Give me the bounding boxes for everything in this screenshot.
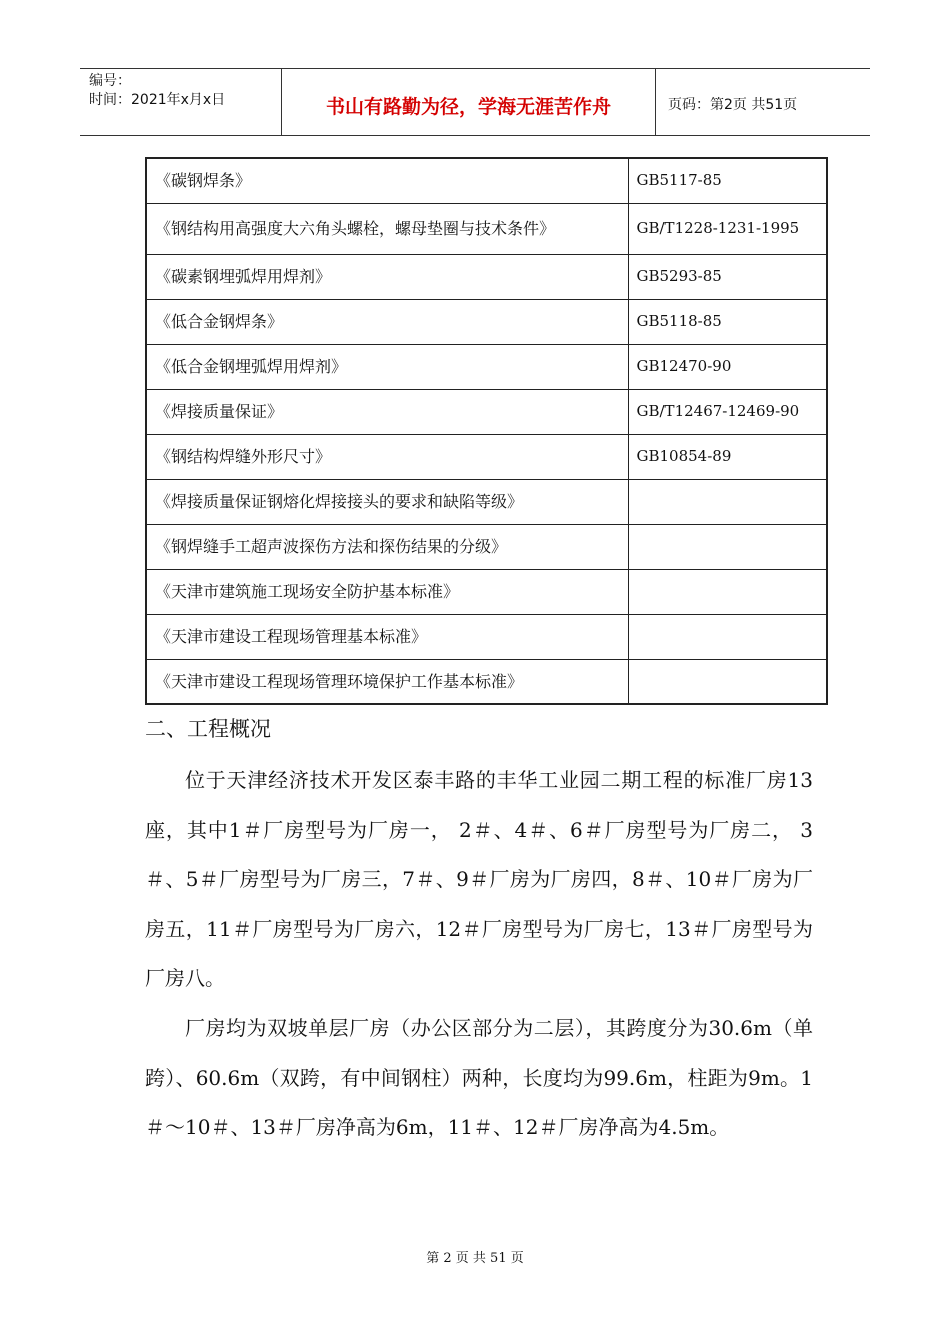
standard-code: GB5117-85 [628,158,827,203]
table-row [146,344,827,389]
page-header [80,68,870,136]
standard-code: GB5118-85 [628,299,827,344]
table-row [146,254,827,299]
standard-name: 《钢焊缝手工超声波探伤方法和探伤结果的分级》 [146,524,628,569]
section-title: 二、工程概况 [145,717,271,741]
table-row [146,434,827,479]
header-time: 时间：2021年x月x日 [89,92,226,108]
table-row [146,659,827,704]
header-number: 编号： [89,73,131,89]
table-row [146,569,827,614]
standard-name: 《焊接质量保证》 [146,389,628,434]
standard-name: 《碳钢焊条》 [146,158,628,203]
table-row [146,479,827,524]
table-row [146,524,827,569]
standard-name: 《低合金钢焊条》 [146,299,628,344]
paragraph-overview: 位于天津经济技术开发区泰丰路的丰华工业园二期工程的标准厂房13座，其中1＃厂房型号为厂房一， 2＃、4＃、6＃厂房型号为厂房二， 3＃、5＃厂房型号为厂房三，7＃、9＃厂房为厂房四，8＃、10＃厂房为厂房五，11＃厂房型号为厂房六，12＃厂房型号为厂房七，13＃厂房型号为厂房八。 [145,768,813,990]
standard-code: GB5293-85 [628,254,827,299]
table-row [146,389,827,434]
standards-table [145,157,828,705]
standard-code: GB10854-89 [628,434,827,479]
standard-code [628,524,827,569]
standard-name: 《焊接质量保证钢熔化焊接接头的要求和缺陷等级》 [146,479,628,524]
standard-code [628,614,827,659]
paragraph-dimensions: 厂房均为双坡单层厂房（办公区部分为二层），其跨度分为30.6m（单跨）、60.6m（双跨，有中间钢柱）两种，长度均为99.6m，柱距为9m。1＃～10＃、13＃厂房净高为6m，11＃、12＃厂房净高为4.5m。 [145,1016,813,1139]
standard-code: GB/T1228-1231-1995 [628,203,827,254]
page-footer: 第 2 页 共 51 页 [426,1251,524,1266]
standard-name: 《钢结构用高强度大六角头螺栓，螺母垫圈与技术条件》 [146,203,628,254]
header-meta [80,69,282,135]
standard-code [628,659,827,704]
standard-name: 《低合金钢埋弧焊用焊剂》 [146,344,628,389]
standard-name: 《天津市建筑施工现场安全防护基本标准》 [146,569,628,614]
standard-name: 《碳素钢埋弧焊用焊剂》 [146,254,628,299]
standard-code [628,569,827,614]
table-row [146,299,827,344]
standard-name: 《天津市建设工程现场管理环境保护工作基本标准》 [146,659,628,704]
header-page-info: 页码：第2页 共51页 [668,97,798,113]
table-row [146,203,827,254]
standard-code [628,479,827,524]
table-row [146,614,827,659]
standard-name: 《钢结构焊缝外形尺寸》 [146,434,628,479]
standard-code: GB/T12467-12469-90 [628,389,827,434]
header-motto: 书山有路勤为径，学海无涯苦作舟 [282,69,656,135]
standard-name: 《天津市建设工程现场管理基本标准》 [146,614,628,659]
standard-code: GB12470-90 [628,344,827,389]
table-row [146,158,827,203]
